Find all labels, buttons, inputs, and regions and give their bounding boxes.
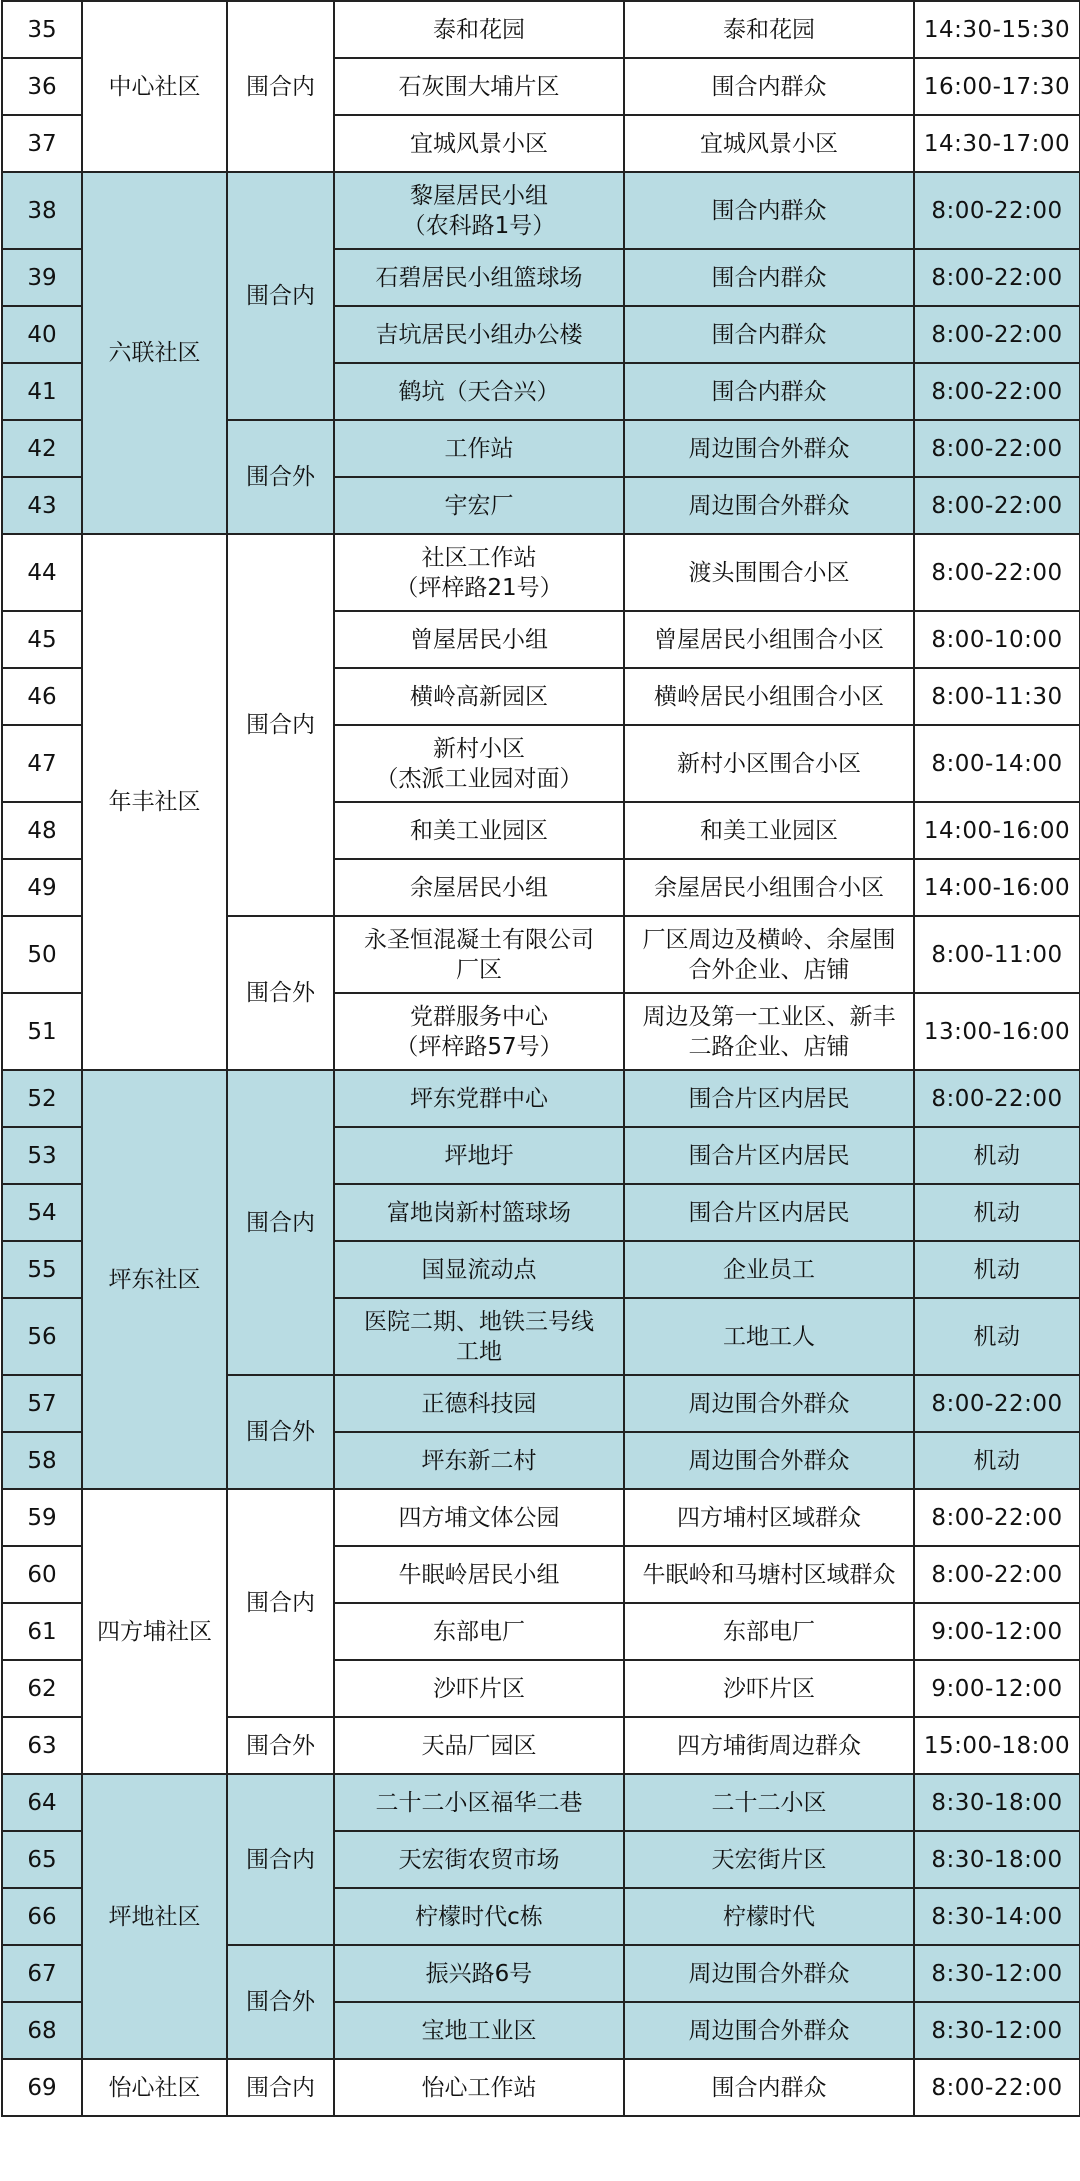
time-cell: 8:00-22:00: [914, 1546, 1080, 1603]
time-cell: 8:00-22:00: [914, 1375, 1080, 1432]
site-cell: 鹤坑（天合兴）: [334, 363, 624, 420]
time-cell: 8:30-12:00: [914, 2002, 1080, 2059]
time-cell: 9:00-12:00: [914, 1603, 1080, 1660]
row-number: 55: [2, 1241, 82, 1298]
table-row: [2, 1489, 1080, 1546]
target-cell: 围合内群众: [624, 172, 914, 249]
time-cell: 8:30-18:00: [914, 1831, 1080, 1888]
site-cell: 坪东新二村: [334, 1432, 624, 1489]
community-cell: 坪地社区: [82, 1774, 227, 2059]
time-cell: 8:30-12:00: [914, 1945, 1080, 2002]
site-note: 工地: [456, 1338, 502, 1365]
target-cell: 围合片区内居民: [624, 1184, 914, 1241]
target-cell: [624, 916, 914, 993]
site-cell: 石碧居民小组篮球场: [334, 249, 624, 306]
site-cell: 柠檬时代c栋: [334, 1888, 624, 1945]
site-cell: 四方埔文体公园: [334, 1489, 624, 1546]
row-number: 62: [2, 1660, 82, 1717]
row-number: 47: [2, 725, 82, 802]
target-text: 厂区周边及横岭、余屋围: [642, 926, 896, 953]
target-cell: 围合内群众: [624, 363, 914, 420]
table-row: [2, 534, 1080, 611]
time-cell: 8:00-22:00: [914, 172, 1080, 249]
target-cell: 周边围合外群众: [624, 420, 914, 477]
site-cell: 和美工业园区: [334, 802, 624, 859]
row-number: 54: [2, 1184, 82, 1241]
row-number: 60: [2, 1546, 82, 1603]
site-cell: 工作站: [334, 420, 624, 477]
row-number: 38: [2, 172, 82, 249]
time-cell: 8:00-10:00: [914, 611, 1080, 668]
time-cell: 14:30-17:00: [914, 115, 1080, 172]
site-cell: 宜城风景小区: [334, 115, 624, 172]
site-note: 厂区: [456, 956, 502, 983]
target-cell: 曾屋居民小组围合小区: [624, 611, 914, 668]
time-cell: 机动: [914, 1432, 1080, 1489]
target-cell: 周边围合外群众: [624, 1375, 914, 1432]
area-type-cell: 围合外: [227, 1375, 334, 1489]
target-cell: 柠檬时代: [624, 1888, 914, 1945]
site-cell: 石灰围大埔片区: [334, 58, 624, 115]
site-cell: [334, 993, 624, 1070]
row-number: 63: [2, 1717, 82, 1774]
site-cell: 坪地圩: [334, 1127, 624, 1184]
row-number: 36: [2, 58, 82, 115]
site-name: 社区工作站: [421, 544, 537, 571]
target-cell: 泰和花园: [624, 1, 914, 58]
time-cell: 8:00-22:00: [914, 1489, 1080, 1546]
target-cell: 围合内群众: [624, 58, 914, 115]
testing-site-table: [1, 0, 1080, 2117]
target-cell: 牛眠岭和马塘村区域群众: [624, 1546, 914, 1603]
target-cell: 四方埔村区域群众: [624, 1489, 914, 1546]
row-number: 42: [2, 420, 82, 477]
target-cell: 横岭居民小组围合小区: [624, 668, 914, 725]
site-cell: 正德科技园: [334, 1375, 624, 1432]
site-name: 医院二期、地铁三号线: [364, 1308, 594, 1335]
target-cell: 二十二小区: [624, 1774, 914, 1831]
table-row: [2, 2059, 1080, 2116]
time-cell: 16:00-17:30: [914, 58, 1080, 115]
row-number: 57: [2, 1375, 82, 1432]
time-cell: 机动: [914, 1241, 1080, 1298]
row-number: 65: [2, 1831, 82, 1888]
row-number: 51: [2, 993, 82, 1070]
community-cell: 怡心社区: [82, 2059, 227, 2116]
site-name: 党群服务中心: [410, 1003, 548, 1030]
row-number: 68: [2, 2002, 82, 2059]
time-cell: 8:30-14:00: [914, 1888, 1080, 1945]
table-row: [2, 172, 1080, 249]
site-note: （杰派工业园对面）: [375, 765, 583, 792]
target-cell: 和美工业园区: [624, 802, 914, 859]
row-number: 43: [2, 477, 82, 534]
row-number: 64: [2, 1774, 82, 1831]
site-cell: 天品厂园区: [334, 1717, 624, 1774]
row-number: 39: [2, 249, 82, 306]
site-name: 黎屋居民小组: [410, 182, 548, 209]
target-cell: 周边围合外群众: [624, 1432, 914, 1489]
row-number: 59: [2, 1489, 82, 1546]
community-cell: 年丰社区: [82, 534, 227, 1070]
time-cell: 8:00-22:00: [914, 306, 1080, 363]
time-cell: 机动: [914, 1298, 1080, 1375]
target-cell: 围合片区内居民: [624, 1127, 914, 1184]
area-type-cell: 围合外: [227, 1717, 334, 1774]
target-note: 合外企业、店铺: [688, 956, 850, 983]
site-cell: [334, 172, 624, 249]
community-cell: 坪东社区: [82, 1070, 227, 1489]
target-cell: 工地工人: [624, 1298, 914, 1375]
time-cell: 14:00-16:00: [914, 802, 1080, 859]
site-name: 永圣恒混凝土有限公司: [364, 926, 594, 953]
row-number: 49: [2, 859, 82, 916]
target-cell: 围合片区内居民: [624, 1070, 914, 1127]
row-number: 48: [2, 802, 82, 859]
community-cell: 中心社区: [82, 1, 227, 172]
area-type-cell: 围合内: [227, 1774, 334, 1945]
row-number: 35: [2, 1, 82, 58]
site-cell: 东部电厂: [334, 1603, 624, 1660]
row-number: 44: [2, 534, 82, 611]
row-number: 53: [2, 1127, 82, 1184]
target-cell: 宜城风景小区: [624, 115, 914, 172]
table-row: [2, 1, 1080, 58]
row-number: 56: [2, 1298, 82, 1375]
time-cell: 8:00-22:00: [914, 2059, 1080, 2116]
target-cell: 周边围合外群众: [624, 1945, 914, 2002]
target-cell: 渡头围围合小区: [624, 534, 914, 611]
target-cell: 沙吓片区: [624, 1660, 914, 1717]
site-cell: 沙吓片区: [334, 1660, 624, 1717]
area-type-cell: 围合外: [227, 420, 334, 534]
site-cell: [334, 1298, 624, 1375]
time-cell: 机动: [914, 1127, 1080, 1184]
time-cell: 8:00-22:00: [914, 1070, 1080, 1127]
site-cell: 横岭高新园区: [334, 668, 624, 725]
target-cell: 新村小区围合小区: [624, 725, 914, 802]
area-type-cell: 围合外: [227, 1945, 334, 2059]
area-type-cell: 围合内: [227, 172, 334, 420]
site-cell: [334, 916, 624, 993]
target-cell: 余屋居民小组围合小区: [624, 859, 914, 916]
time-cell: 机动: [914, 1184, 1080, 1241]
site-cell: 怡心工作站: [334, 2059, 624, 2116]
row-number: 50: [2, 916, 82, 993]
area-type-cell: 围合内: [227, 1489, 334, 1717]
site-note: （坪梓路57号）: [395, 1033, 563, 1060]
site-cell: [334, 534, 624, 611]
time-cell: 8:00-22:00: [914, 477, 1080, 534]
target-cell: 企业员工: [624, 1241, 914, 1298]
site-cell: 宝地工业区: [334, 2002, 624, 2059]
site-cell: [334, 725, 624, 802]
site-name: 新村小区: [433, 735, 525, 762]
site-cell: 牛眠岭居民小组: [334, 1546, 624, 1603]
target-cell: 四方埔街周边群众: [624, 1717, 914, 1774]
time-cell: 15:00-18:00: [914, 1717, 1080, 1774]
row-number: 41: [2, 363, 82, 420]
table-row: [2, 1070, 1080, 1127]
time-cell: 8:00-11:00: [914, 916, 1080, 993]
time-cell: 14:00-16:00: [914, 859, 1080, 916]
site-note: （农科路1号）: [402, 212, 556, 239]
site-cell: 曾屋居民小组: [334, 611, 624, 668]
site-cell: 余屋居民小组: [334, 859, 624, 916]
row-number: 46: [2, 668, 82, 725]
site-cell: 国显流动点: [334, 1241, 624, 1298]
row-number: 69: [2, 2059, 82, 2116]
community-cell: 四方埔社区: [82, 1489, 227, 1774]
row-number: 40: [2, 306, 82, 363]
site-cell: 宇宏厂: [334, 477, 624, 534]
row-number: 61: [2, 1603, 82, 1660]
site-cell: 振兴路6号: [334, 1945, 624, 2002]
time-cell: 8:00-22:00: [914, 534, 1080, 611]
community-cell: 六联社区: [82, 172, 227, 534]
area-type-cell: 围合内: [227, 1, 334, 172]
row-number: 52: [2, 1070, 82, 1127]
row-number: 66: [2, 1888, 82, 1945]
area-type-cell: 围合内: [227, 1070, 334, 1375]
area-type-cell: 围合外: [227, 916, 334, 1070]
site-cell: 富地岗新村篮球场: [334, 1184, 624, 1241]
time-cell: 8:00-22:00: [914, 363, 1080, 420]
time-cell: 13:00-16:00: [914, 993, 1080, 1070]
area-type-cell: 围合内: [227, 2059, 334, 2116]
row-number: 58: [2, 1432, 82, 1489]
target-cell: 围合内群众: [624, 306, 914, 363]
row-number: 45: [2, 611, 82, 668]
site-cell: 二十二小区福华二巷: [334, 1774, 624, 1831]
area-type-cell: 围合内: [227, 534, 334, 916]
time-cell: 8:00-14:00: [914, 725, 1080, 802]
target-note: 二路企业、店铺: [688, 1033, 850, 1060]
time-cell: 8:00-11:30: [914, 668, 1080, 725]
target-cell: 天宏街片区: [624, 1831, 914, 1888]
site-cell: 吉坑居民小组办公楼: [334, 306, 624, 363]
row-number: 67: [2, 1945, 82, 2002]
site-cell: 天宏街农贸市场: [334, 1831, 624, 1888]
time-cell: 9:00-12:00: [914, 1660, 1080, 1717]
time-cell: 14:30-15:30: [914, 1, 1080, 58]
site-cell: 泰和花园: [334, 1, 624, 58]
row-number: 37: [2, 115, 82, 172]
target-cell: 周边围合外群众: [624, 477, 914, 534]
time-cell: 8:00-22:00: [914, 420, 1080, 477]
site-cell: 坪东党群中心: [334, 1070, 624, 1127]
site-note: （坪梓路21号）: [395, 574, 563, 601]
target-cell: 东部电厂: [624, 1603, 914, 1660]
target-cell: [624, 993, 914, 1070]
time-cell: 8:30-18:00: [914, 1774, 1080, 1831]
time-cell: 8:00-22:00: [914, 249, 1080, 306]
target-cell: 周边围合外群众: [624, 2002, 914, 2059]
target-text: 周边及第一工业区、新丰: [642, 1003, 896, 1030]
table-row: [2, 1774, 1080, 1831]
target-cell: 围合内群众: [624, 2059, 914, 2116]
target-cell: 围合内群众: [624, 249, 914, 306]
